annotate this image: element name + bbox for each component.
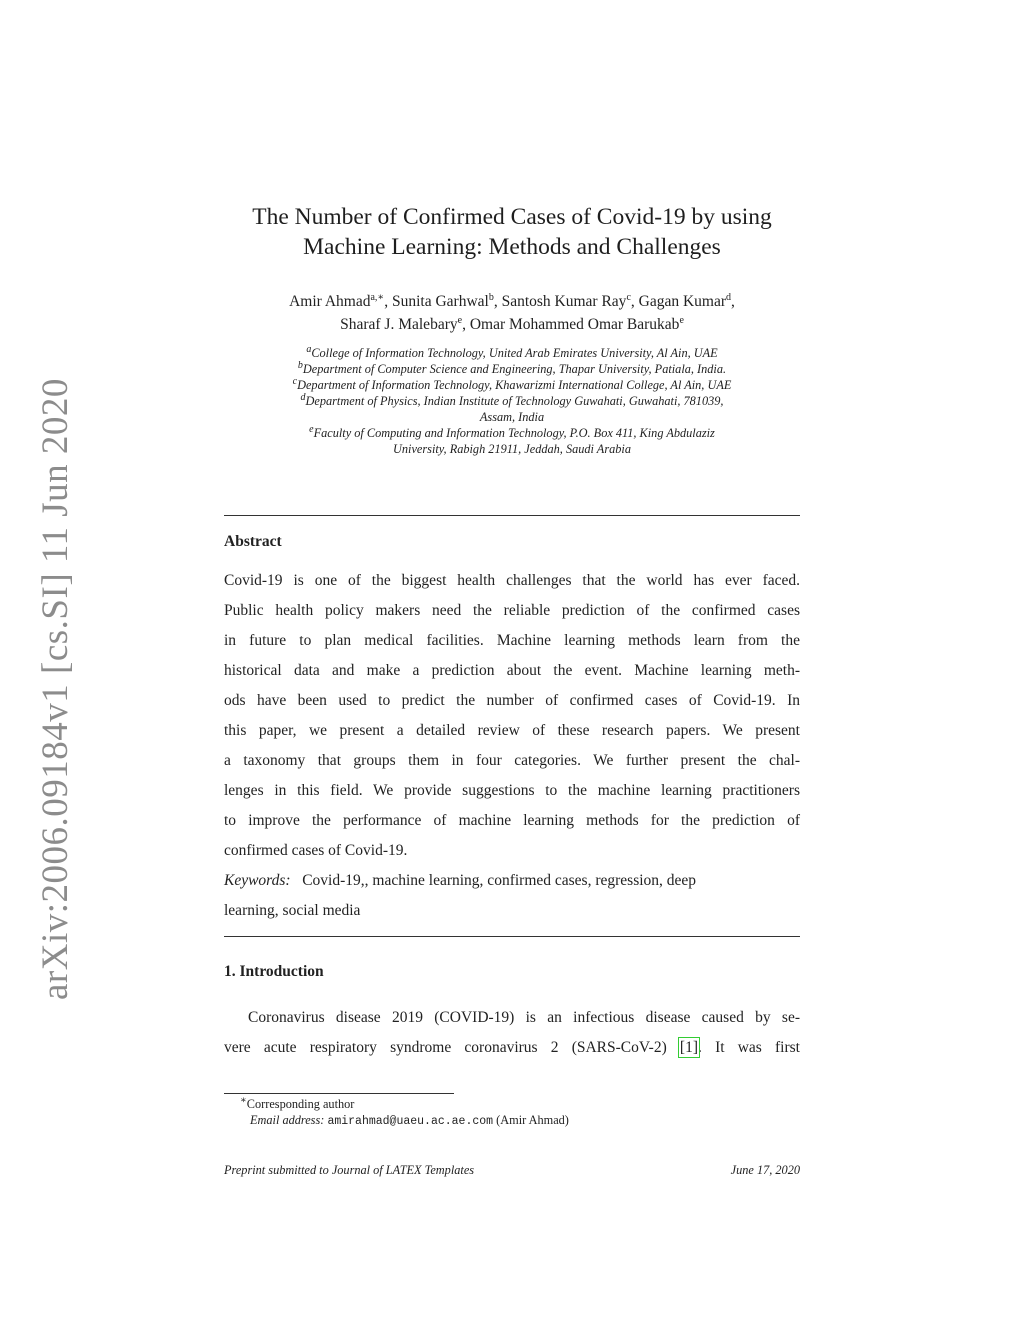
abstract-line: confirmed cases of Covid-19. (224, 842, 408, 859)
latex-logo: LATEX (385, 1163, 422, 1177)
introduction-line-1: Coronavirus disease 2019 (COVID-19) is an infectious disease caused by se- (248, 1009, 800, 1026)
abstract-line: this paper, we present a detailed review of these research papers. We present (224, 722, 800, 739)
citation-link[interactable]: [1] (679, 1039, 698, 1056)
introduction-heading: 1. Introduction (224, 963, 324, 980)
abstract-line: lenges in this field. We provide suggestions to the machine learning practitioners (224, 782, 800, 799)
abstract-line: Covid-19 is one of the biggest health challenges that the world has ever faced. (224, 572, 800, 589)
arxiv-identifier-stamp: arXiv:2006.09184v1 [cs.SI] 11 Jun 2020 (35, 378, 76, 1000)
author-affiliation-mark: d (726, 291, 732, 303)
author-name: Sunita Garhwal (391, 293, 489, 310)
author-affiliation-mark: b (488, 291, 494, 303)
keywords (224, 866, 800, 926)
title-line-1: The Number of Confirmed Cases of Covid-19 by using (252, 204, 772, 230)
affiliation-mark: b (297, 359, 303, 371)
email-label: Email address: (250, 1113, 325, 1127)
affiliation-mark: d (300, 391, 306, 403)
title-line-2: Machine Learning: Methods and Challenges (303, 234, 721, 260)
author-separator: , (462, 316, 470, 333)
abstract-line: to improve the performance of machine learning methods for the prediction of (224, 812, 800, 829)
affiliation-text: College of Information Technology, United Arab Emirates University, Al Ain, UAE (311, 346, 718, 360)
introduction-text: . It was first (698, 1039, 800, 1056)
author-name: Omar Mohammed Omar Barukab (469, 316, 680, 333)
author-name: Santosh Kumar Ray (501, 293, 627, 310)
email-owner: (Amir Ahmad) (496, 1113, 569, 1127)
author-line-2 (160, 313, 864, 336)
introduction-text: vere acute respiratory syndrome coronavirus 2 (SARS-CoV-2) (224, 1039, 680, 1056)
affiliation-d (200, 393, 824, 409)
affiliation-c (200, 377, 824, 393)
abstract-line: ods have been used to predict the number of confirmed cases of Covid-19. In (224, 692, 800, 709)
footnote-mark: ∗ (240, 1094, 247, 1106)
footnote-rule (224, 1093, 454, 1094)
email-note (224, 1112, 569, 1130)
preprint-note (224, 1163, 474, 1178)
author-name: Sharaf J. Malebary (340, 316, 458, 333)
keywords-line-2: learning, social media (224, 902, 361, 919)
abstract-line: historical data and make a prediction about the event. Machine learning meth- (224, 662, 800, 679)
author-list (160, 290, 864, 336)
affiliation-d-continued: Assam, India (479, 410, 545, 424)
affiliation-list (200, 345, 824, 457)
author-affiliation-mark: e (457, 314, 463, 326)
preprint-date: June 17, 2020 (730, 1163, 800, 1177)
affiliation-text: Department of Computer Science and Engineering, Thapar University, Patiala, India. (302, 362, 727, 376)
abstract-body (224, 566, 800, 866)
abstract-bottom-rule (224, 936, 800, 937)
affiliation-mark: e (309, 423, 314, 435)
author-separator: , (493, 293, 502, 310)
email-link[interactable]: amirahmad@uaeu.ac.ae.com (327, 1115, 494, 1128)
affiliation-text: Faculty of Computing and Information Technology, P.O. Box 411, King Abdulaziz (313, 426, 715, 440)
preprint-text: Templates (421, 1163, 475, 1177)
author-affiliation-mark: a,∗ (370, 291, 385, 303)
footnotes (224, 1096, 569, 1130)
author-separator: , (731, 293, 735, 310)
affiliation-mark: a (306, 343, 312, 355)
affiliation-a (200, 345, 824, 361)
corresponding-author-text: Corresponding author (246, 1097, 355, 1111)
abstract-heading: Abstract (224, 533, 282, 550)
author-affiliation-mark: c (626, 291, 631, 303)
abstract-line: Public health policy makers need the reliable prediction of the confirmed cases (224, 602, 800, 619)
introduction-line-2 (224, 1033, 800, 1063)
keywords-line-1 (224, 866, 800, 896)
affiliation-e-continued: University, Rabigh 21911, Jeddah, Saudi Arabia (393, 442, 631, 456)
keywords-label: Keywords: (224, 872, 291, 889)
author-separator: , (384, 293, 392, 310)
author-line-1 (160, 290, 864, 313)
preprint-text: Preprint submitted to Journal of (224, 1163, 386, 1177)
affiliation-e (200, 425, 824, 441)
paper-title (160, 202, 864, 262)
keywords-text: Covid-19,, machine learning, confirmed cases, regression, deep (302, 872, 697, 889)
abstract-line: in future to plan medical facilities. Machine learning methods learn from the (224, 632, 800, 649)
affiliation-text: Department of Information Technology, Khawarizmi International College, Al Ain, UAE (297, 378, 732, 392)
affiliation-b (200, 361, 824, 377)
affiliation-text: Department of Physics, Indian Institute of Technology Guwahati, Guwahati, 781039, (305, 394, 724, 408)
affiliation-mark: c (292, 375, 298, 387)
abstract-line: a taxonomy that groups them in four categories. We further present the chal- (224, 752, 800, 769)
author-name: Gagan Kumar (638, 293, 727, 310)
author-name: Amir Ahmad (289, 293, 371, 310)
introduction-body (224, 1003, 800, 1063)
author-affiliation-mark: e (679, 314, 684, 326)
abstract-top-rule (224, 515, 800, 516)
author-separator: , (630, 293, 639, 310)
corresponding-author-note (224, 1096, 569, 1112)
